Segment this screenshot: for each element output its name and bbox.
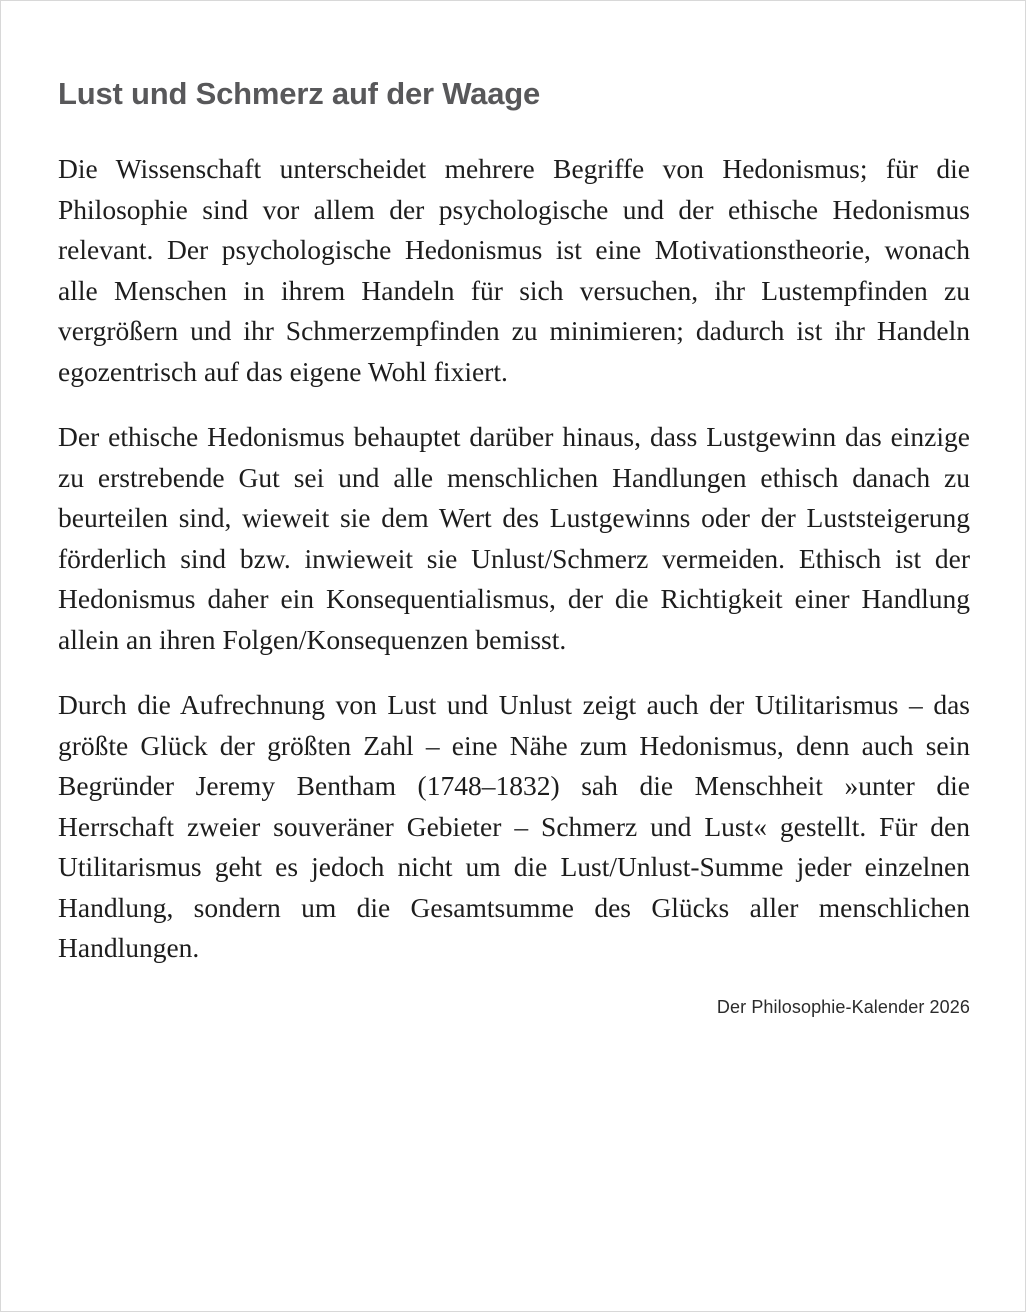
attribution-line: Der Philosophie-Kalender 2026 — [716, 996, 970, 1017]
body-paragraph-3: Durch die Aufrechnung von Lust und Unlust zeigt auch der Utilitarismus – das größte Glück der größten Zahl – eine Nähe zum Hedonismus, denn auch sein Begründer Jeremy Bentham (1748–1832) sah die Menschheit »unter die Herrschaft zweier souveräner Gebieter – Schmerz und Lust« gestellt. Für den Utilitarismus geht es jedoch nicht um die Lust/Unlust-Summe jeder einzelnen Handlung, sondern um die Gesamtsumme des Glücks aller menschlichen Handlungen. — [58, 689, 970, 963]
body-paragraph-1: Die Wissenschaft unterscheidet mehrere Begriffe von Hedonismus; für die Philosophie sind vor allem der psychologische und der ethische Hedonismus relevant. Der psychologische Hedonismus ist eine Motivationstheorie, wonach alle Menschen in ihrem Handeln für sich versuchen, ihr Lustempfinden zu vergrößern und ihr Schmerzempfinden zu minimieren; dadurch ist ihr Handeln egozentrisch auf das eigene Wohl fixiert. — [58, 153, 970, 387]
body-copy — [58, 113, 970, 969]
page-title: Lust und Schmerz auf der Waage — [58, 76, 541, 111]
page-content — [58, 1, 970, 1019]
body-paragraph-2: Der ethische Hedonismus behauptet darüber hinaus, dass Lustgewinn das einzige zu erstrebende Gut sei und alle menschlichen Handlungen ethisch danach zu beurteilen sind, wieweit sie dem Wert des Lustgewinns oder der Luststeigerung förderlich sind bzw. inwieweit sie Unlust/Schmerz vermeiden. Ethisch ist der Hedonismus daher ein Konsequentialismus, der die Richtigkeit einer Handlung allein an ihren Folgen/Konsequenzen bemisst. — [58, 421, 970, 655]
